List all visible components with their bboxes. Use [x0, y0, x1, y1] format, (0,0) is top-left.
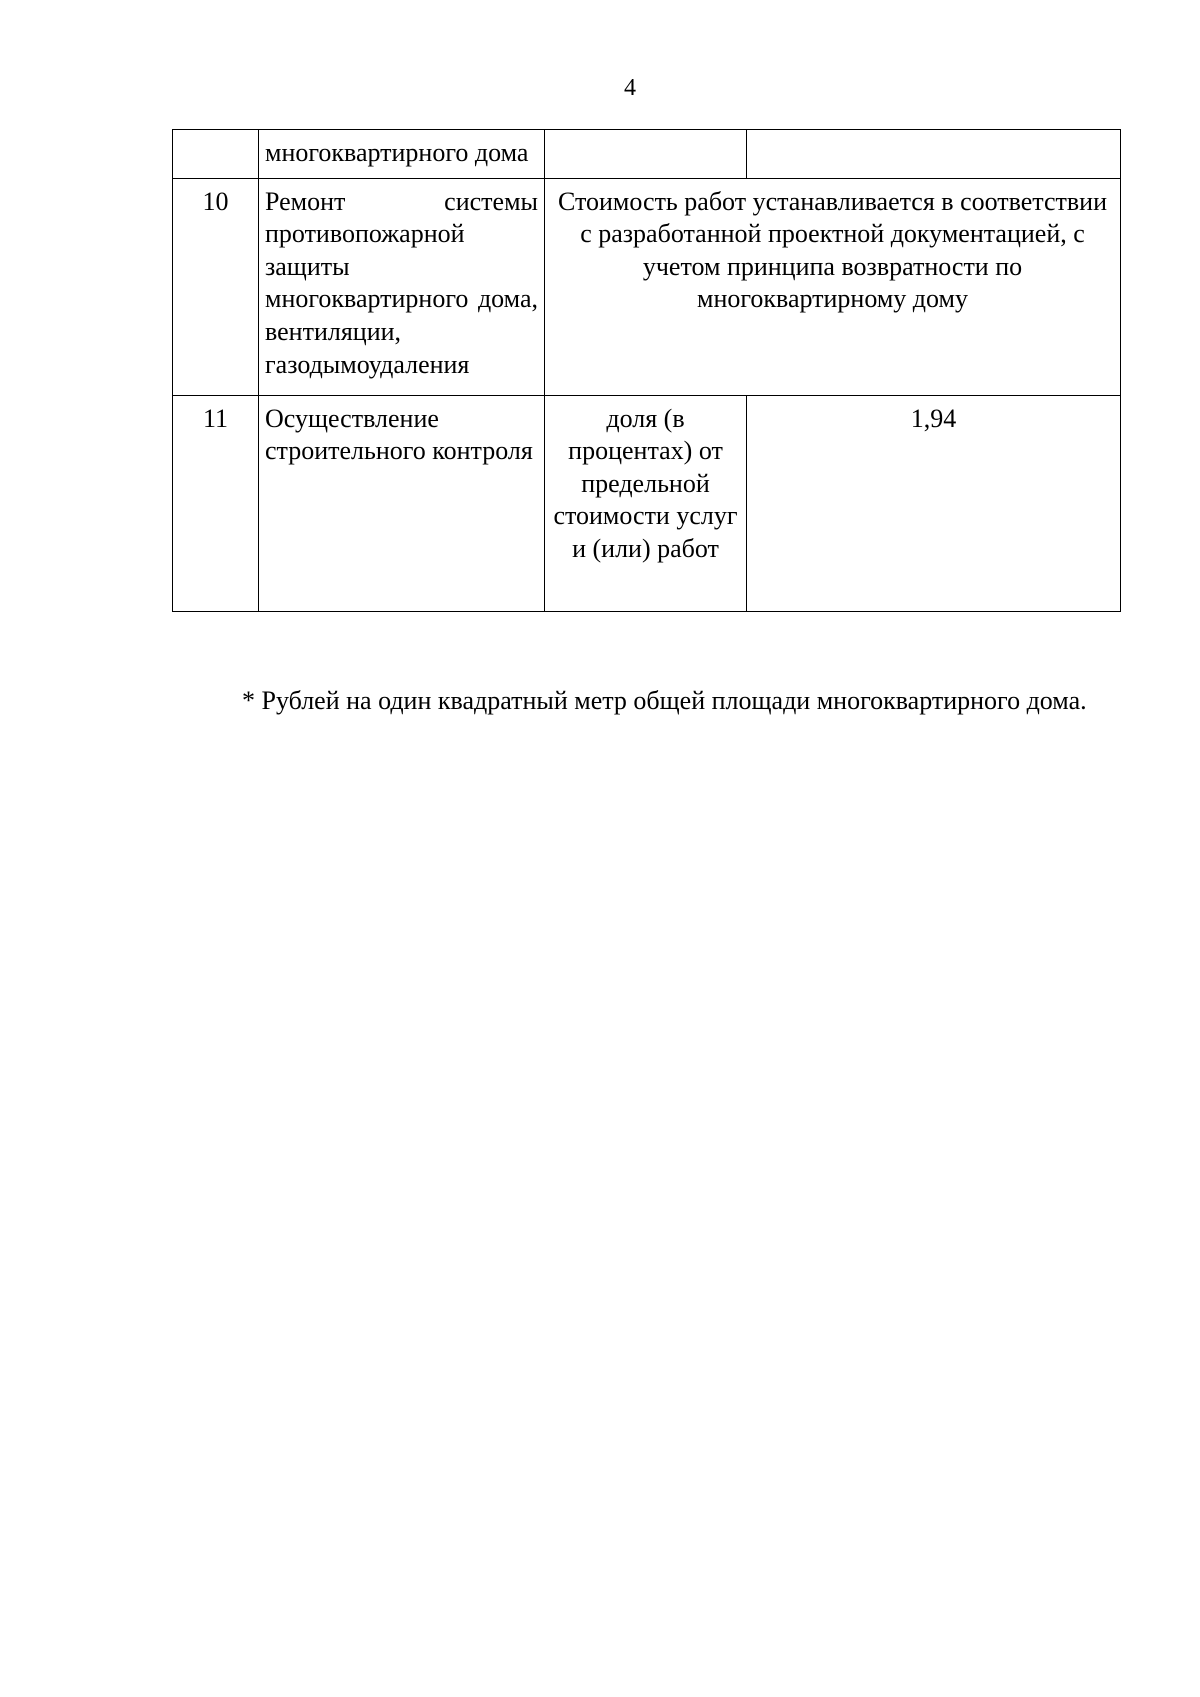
value-cell: [747, 130, 1121, 179]
table-row: [173, 395, 1121, 611]
page-number: 4: [624, 75, 636, 101]
work-name-cell: Ремонт системы противопожарной защиты многоквартирного дома, вентиляции, газодымоудаления: [259, 178, 545, 395]
merged-value-cell: Стоимость работ устанавливается в соответствии с разработанной проектной документацией, с учетом принципа возвратности по многоквартирному дому: [545, 178, 1121, 395]
table-row: [173, 178, 1121, 395]
value-cell: 1,94: [747, 395, 1121, 611]
unit-cell: доля (в процентах) от предельной стоимости услуг и (или) работ: [545, 395, 747, 611]
work-name-cell: многоквартирного дома: [259, 130, 545, 179]
work-name-cell: Осуществление строительного контроля: [259, 395, 545, 611]
row-number-cell: 11: [173, 395, 259, 611]
row-number-cell: 10: [173, 178, 259, 395]
table-row: [173, 130, 1121, 179]
cost-table: [172, 129, 1121, 612]
row-number-cell: [173, 130, 259, 179]
footnote: * Рублей на один квадратный метр общей площади многоквартирного дома.: [242, 686, 1087, 715]
unit-cell: [545, 130, 747, 179]
